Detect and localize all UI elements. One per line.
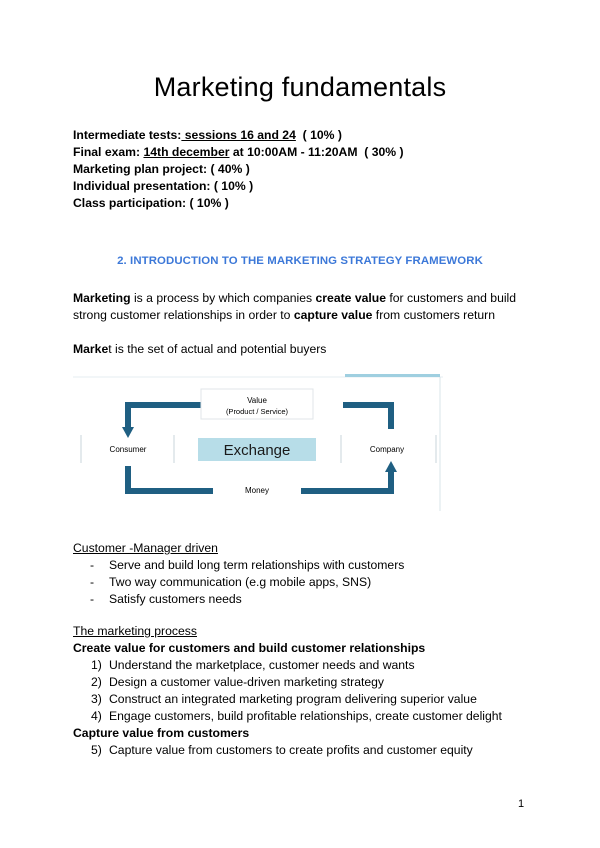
list-marker: - — [90, 558, 95, 572]
list-number: 4) — [91, 709, 102, 723]
grade-detail: 14th december — [143, 145, 230, 159]
process-steps-list — [73, 657, 502, 725]
term-create-value: create value — [315, 291, 386, 305]
list-item-text: Satisfy customers needs — [109, 592, 242, 606]
list-number: 1) — [91, 658, 102, 672]
list-item — [73, 591, 404, 608]
list-item-text: Understand the marketplace, customer needs and wants — [109, 658, 415, 672]
list-item — [73, 574, 404, 591]
exchange-label: Exchange — [223, 442, 291, 459]
list-item-text: Two way communication (e.g mobile apps, SNS) — [109, 575, 372, 589]
grade-label: Final exam: — [73, 145, 144, 159]
definition-text: for customers and build — [385, 291, 517, 305]
list-item-text: Construct an integrated marketing program delivering superior value — [109, 692, 477, 706]
list-marker: - — [90, 575, 95, 589]
consumer-label: Consumer — [109, 445, 147, 454]
section-heading: 2. INTRODUCTION TO THE MARKETING STRATEGY FRAMEWORK — [117, 255, 483, 267]
grading-breakdown — [73, 127, 404, 212]
list-item-text: Design a customer value-driven marketing strategy — [109, 675, 385, 689]
grade-detail: sessions 16 and 24 — [181, 128, 296, 142]
marketing-definition — [73, 290, 516, 324]
definition-text: is a process by which companies — [130, 291, 316, 305]
grade-final-exam — [73, 144, 404, 161]
value-sublabel: (Product / Service) — [225, 407, 289, 416]
definition-text: from customers return — [372, 308, 496, 322]
group-heading: Create value for customers and build customer relationships — [73, 641, 426, 655]
group-heading: Capture value from customers — [73, 726, 250, 740]
grade-value: ( 10% ) — [295, 128, 342, 142]
definition-line-2 — [73, 307, 516, 324]
list-item — [73, 691, 502, 708]
list-item-text: Engage customers, build profitable relationships, create customer delight — [109, 709, 502, 723]
term-capture-value: capture value — [293, 308, 373, 322]
list-marker: - — [90, 592, 95, 606]
grade-marketing-plan: Marketing plan project: ( 40% ) — [73, 162, 250, 176]
market-definition — [73, 341, 326, 358]
page-number: 1 — [518, 798, 525, 810]
list-item — [73, 742, 502, 759]
section-subheading: Customer -Manager driven — [73, 541, 218, 555]
value-label: Value — [247, 396, 267, 405]
list-item — [73, 708, 502, 725]
term-marketing: Marketing — [73, 291, 131, 305]
money-label: Money — [244, 486, 270, 495]
grade-class-participation: Class participation: ( 10% ) — [73, 196, 229, 210]
customer-manager-section — [73, 540, 404, 608]
marketing-process-section — [73, 623, 502, 759]
list-number: 3) — [91, 692, 102, 706]
list-item — [73, 557, 404, 574]
list-number: 2) — [91, 675, 102, 689]
list-item — [73, 657, 502, 674]
arrow-value-return — [343, 405, 391, 429]
page-title: Marketing fundamentals — [153, 72, 447, 102]
grade-individual-presentation: Individual presentation: ( 10% ) — [73, 179, 254, 193]
arrowhead-down-icon — [122, 427, 134, 438]
list-item — [73, 674, 502, 691]
capture-steps-list — [73, 742, 502, 759]
section-subheading: The marketing process — [73, 624, 197, 638]
definition-text: strong customer relationships in order to — [73, 308, 294, 322]
marketing-exchange-diagram — [73, 371, 443, 516]
grade-label: Intermediate tests: — [73, 128, 182, 142]
definition-text: t is the set of actual and potential buyers — [108, 342, 327, 356]
arrowhead-up-icon — [385, 461, 397, 472]
list-item-text: Serve and build long term relationships with customers — [109, 558, 405, 572]
definition-line-1 — [73, 290, 516, 307]
list-item-text: Capture value from customers to create profits and customer equity — [109, 743, 473, 757]
grade-value: at 10:00AM - 11:20AM ( 30% ) — [229, 145, 404, 159]
company-label: Company — [369, 445, 405, 454]
term-market: Marke — [73, 342, 109, 356]
customer-manager-list — [73, 557, 404, 608]
grade-intermediate-tests — [73, 127, 404, 144]
list-number: 5) — [91, 743, 102, 757]
diagram-accent-bar — [345, 374, 440, 377]
